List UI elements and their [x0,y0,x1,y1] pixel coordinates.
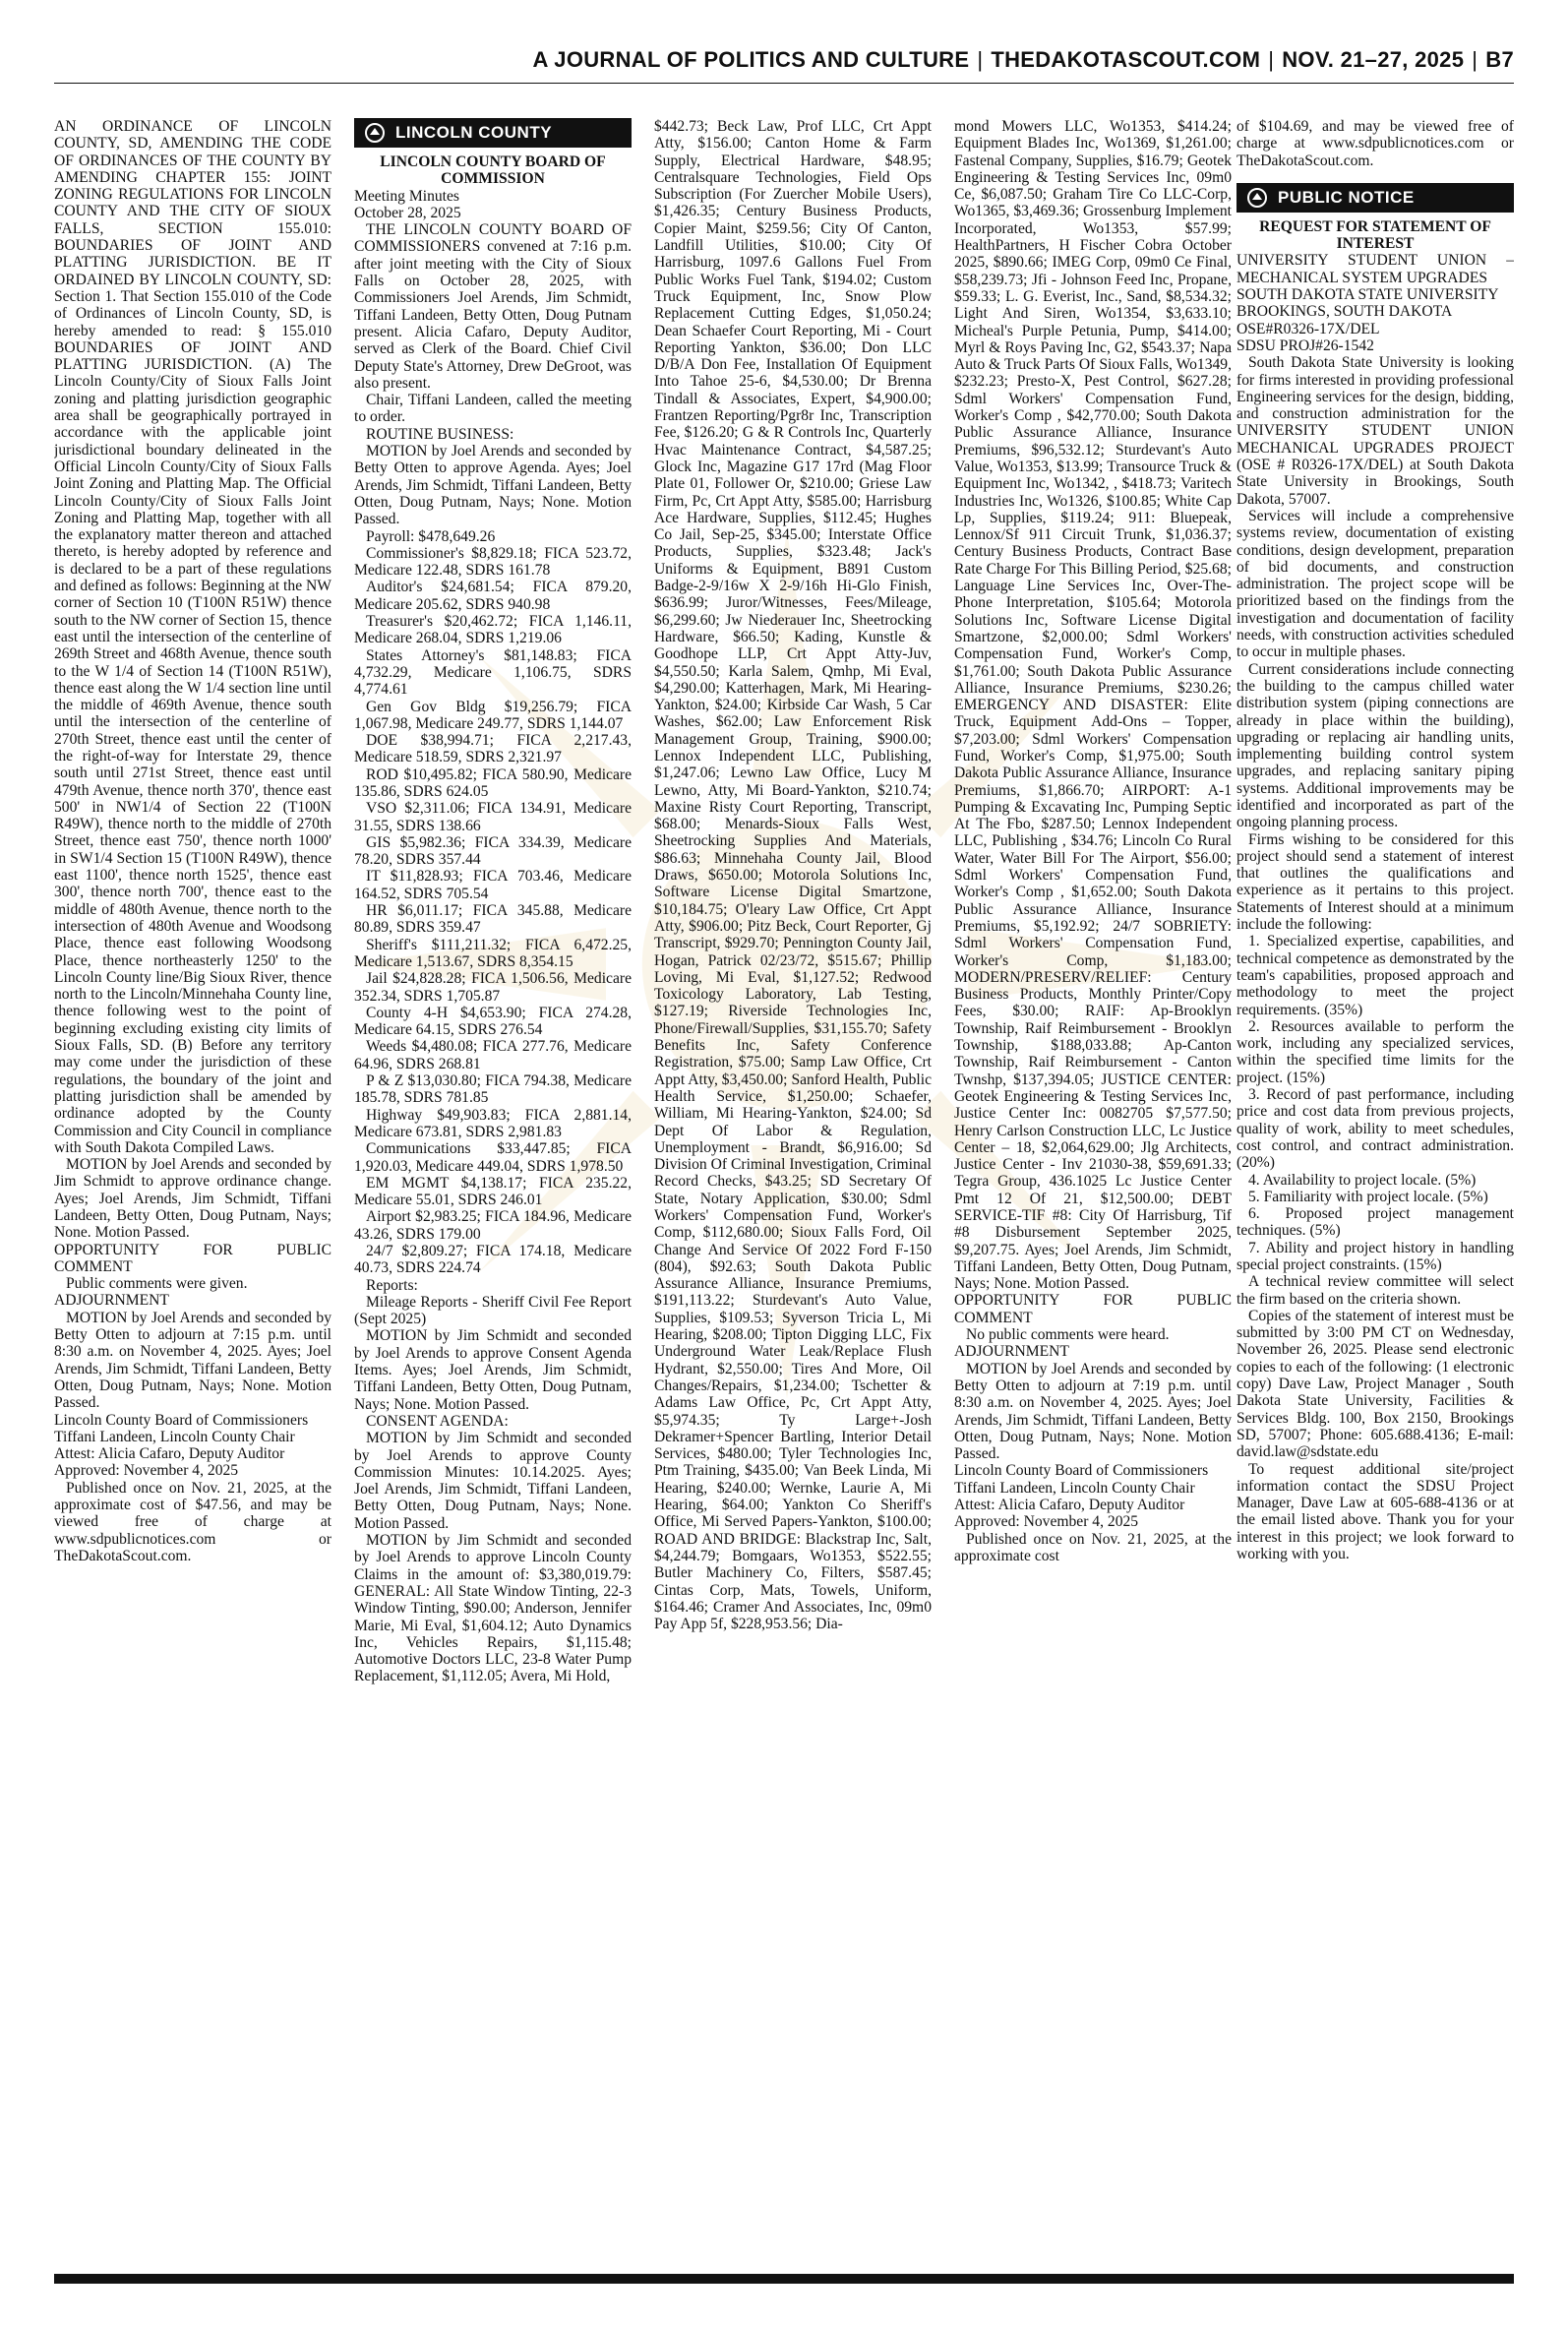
paragraph: States Attorney's $81,148.83; FICA 4,732.29, Medicare 1,106.75, SDRS 4,774.61 [354,646,632,699]
column-3 [654,118,932,1632]
paragraph: Chair, Tiffani Landeen, called the meeting to order. [354,392,632,426]
paragraph: Communications $33,447.85; FICA 1,920.03, Medicare 449.04, SDRS 1,978.50 [354,1140,632,1175]
public-comment-text: Public comments were given. [66,1275,248,1293]
paragraph: VSO $2,311.06; FICA 134.91, Medicare 31.55, SDRS 138.66 [354,800,632,834]
paragraph: 7. Ability and project history in handling special project constraints. (15%) [1236,1239,1514,1273]
publication-cost-note: Published once on Nov. 21, 2025, at the approximate cost [954,1530,1232,1564]
site-name[interactable]: THEDAKOTASCOUT.COM [991,47,1261,72]
paragraph: GIS $5,982.36; FICA 334.39, Medicare 78.20, SDRS 357.44 [354,833,632,869]
paragraph: To request additional site/project information contact the SDSU Project Manager, Dave Law at 605-688-4136 or at the email listed above. Thank you for your interest in this project; we look forward to working with you. [1236,1460,1514,1563]
paragraph: Reports: [366,1276,418,1294]
paragraph: MOTION by Jim Schmidt and seconded by Joel Arends to approve Lincoln County Claims in the amount of: $3,380,019.79: GENERAL: All State Window Tinting, 22-3 Window Tinting, $90.00; Anderson, Jennifer Marie, Mi Eval, $1,604.12; Auto Dynamics Inc, Vehicles Repairs, $1,115.48; Automotive Doctors LLC, 23-8 Water Pump Replacement, $1,112.05; Avera, Mi Hold, [354,1532,632,1685]
paragraph: Mileage Reports - Sheriff Civil Fee Report (Sept 2025) [354,1293,632,1328]
column-2 [354,118,632,1685]
publication-cost-note: Published once on Nov. 21, 2025, at the approximate cost of $47.56, and may be viewed free of charge at www.sdpublicnotices.com or TheDakotaScout.com. [54,1479,332,1564]
paragraph: Payroll: $478,649.26 [366,527,496,545]
paragraph: IT $11,828.93; FICA 703.46, Medicare 164.52, SDRS 705.54 [354,868,632,902]
claims-list: $442.73; Beck Law, Prof LLC, Crt Appt Atty, $156.00; Canton Home & Farm Supply, Electrical Hardware, $48.95; Centralsquare Technologies, Field Ops Subscription (For Zuercher Mobile Users), $1,426.35; Century Business Products, Copier Maint, $259.56; City Of Canton, Landfill Utilities, $10.00; City Of Harrisburg, 1097.6 Gallons Fuel From Public Works Fuel Tank, $194.02; Custom Truck Equipment, Inc, Snow Plow Replacement Cutting Edges, $1,050.24; Dean Schaefer Court Reporting, Mi - Court Reporting Yankton, $36.00; Don LLC D/B/A Don Fee, Installation Of Equipment Into Tahoe 25-6, $4,530.00; Dr Brenna Tindall & Associates, Expert, $4,900.00; Frantzen Reporting/Pgr8r Inc, Transcription Fee, $126.20; G & R Controls Inc, Quarterly Hvac Maintenance Contract, $4,587.25; Glock Inc, Magazine G17 17rd (Mag Floor Plate 01, Follower Or, $210.00; Griese Law Firm, Pc, Crt Appt Atty, $585.00; Harrisburg Ace Hardware, Supplies, $112.45; Hughes Co Jail, Sep-25, $345.00; Interstate Office Products, Supplies, $323.48; Jack's Uniforms & Equipment, B891 Custom Badge-2-9/16w X 2-9/16h Hi-Glo Finish, $636.99; Juror/Witnesses, Fees/Mileage, $6,299.60; Jw Niederauer Inc, Sheetrocking Hardware, $66.50; Kading, Kunstle & Goodhope LLP, Crt Appt Atty-Juv, $4,550.50; Karla Salem, Qmhp, Mi Eval, $4,290.00; Katterhagen, Mark, Mi Hearing-Yankton, $24.00; Kirbside Car Wash, 5 Car Washes, $62.00; Law Enforcement Risk Management Group, Training, $900.00; Lennox Independent LLC, Publishing, $1,247.06; Lewno Law Office, Lucy M Lewno, Atty, Mi Board-Yankton, $210.74; Maxine Risty Court Reporting, Transcript, $68.00; Menards-Sioux Falls West, Sheetrocking Supplies And Materials, $86.63; Minnehaha County Jail, Blood Draws, $650.00; Motorola Solutions Inc, Software License Digital Smartzone, $10,184.75; O'leary Law Office, Crt Appt Atty, $906.00; Pitz Beck, Court Reporter, Gj Transcript, $929.70; Pennington County Jail, Hogan, Patrick 02/23/72, $515.67; Phillip Loving, Mi Eval, $1,127.52; Redwood Toxicology Laboratory, Lab Testing, $127.19; Riverside Technologies Inc, Phone/Firewall/Supplies, $31,155.70; Safety Benefits Inc, Safety Conference Registration, $75.00; Samp Law Office, Crt Appt Atty, $3,450.00; Sanford Health, Public Health Service, $1,250.00; Schaefer, William, Mi Hearing-Yankton, $24.00; Sd Dept Of Labor & Regulation, Unemployment - Brandt, $6,916.00; Sd Division Of Criminal Investigation, Criminal Record Checks, $43.25; SD Secretary Of State, Notary Application, $30.00; Sdml Workers' Compensation Fund, Worker's Comp, $112,680.00; Sioux Falls Ford, Oil Change And Service Of 2022 Ford F-150 (804), $92.63; South Dakota Public Assurance Alliance, Insurance Premiums, $191,113.22; Sturdevant's Auto Value, Supplies, $109.53; Syverson Tricia L, Mi Hearing, $208.00; Tipton Digging LLC, Fix Underground Water Leak/Replace Flush Hydrant, $2,550.00; Tires And More, Oil Changes/Repairs, $1,234.00; Tschetter & Adams Law Office, Pc, Crt Appt Atty, $5,974.35; Ty Large+-Josh Dekramer+Spencer Bartling, Interior Detail Services, $480.00; Tyler Technologies Inc, Ptm Training, $435.00; Van Beek Linda, Mi Hearing, $240.00; Wernke, Laurie A, Mi Hearing, $64.00; Yankton Co Sheriff's Office, Mi Served Papers-Yankton, $100.00; ROAD AND BRIDGE: Blackstrap Inc, Salt, $4,244.79; Bomgaars, Wo1353, $522.55; Butler Machinery Co, Filters, $587.45; Cintas Corp, Mats, Towels, Uniform, $164.46; Cramer And Associates, Inc, 09m0 Pay App 5f, $228,953.56; Dia- [654,118,932,1633]
paragraph: Services will include a comprehensive systems review, documentation of existing conditions, design development, preparation of bid documents, and construction administration. The project scope will be prioritized based on the findings from the investigation and documentation of facility needs, with construction activities scheduled to occur in multiple phases. [1236,507,1514,661]
scout-logo-icon [1244,187,1270,209]
paragraph: Weeds $4,480.08; FICA 277.76, Medicare 64.96, SDRS 268.81 [354,1038,632,1072]
ordinance-text: AN ORDINANCE OF LINCOLN COUNTY, SD, AMENDING THE CODE OF ORDINANCES OF THE COUNTY BY AMENDING CHAPTER 155: JOINT ZONING REGULATIONS FOR LINCOLN COUNTY AND THE CITY OF SIOUX FALLS, SECTION 155.010: BOUNDARIES OF JOINT AND PLATTING JURISDICTION. BE IT ORDAINED BY LINCOLN COUNTY, SD: Section 1. That Section 155.010 of the Code of Ordinances of Lincoln County, SD, is hereby amended to read: § 155.010 BOUNDARIES OF JOINT AND PLATTING JURISDICTION. (A) The Lincoln County/City of Sioux Falls Joint zoning and platting jurisdiction geographic area shall be geographically portrayed in accordance with the applicable joint jurisdictional boundary delineated in the Official Lincoln County/City of Sioux Falls Joint Zoning and Platting Map. The Official Lincoln County/City of Sioux Falls Joint Zoning and Platting Map, together with all the explanatory matter thereon and attached thereto, is hereby adopted by reference and is declared to be a part of these regulations and defined as follows: Beginning at the NW corner of Section 10 (T100N R51W) thence south to the NW corner of Section 15, thence east until the intersection of the centerline of 269th Street and 468th Avenue, thence south to the W 1/4 of Section 14 (T100N R51W), thence east along the W 1/4 section line until the middle of 469th Avenue, thence south until the intersection of the centerline of 270th Street, thence east until the center of the right-of-way for Interstate 29, thence south until 271st Street, thence east until 479th Avenue, thence north 370', thence east 500' in NW1/4 of Section 22 (T100N R49W), thence north to the middle of 270th Street, thence east 750', thence north 1000' in SW1/4 Section 15 (T100N R49W), thence east 1100', thence north 1525', thence east 300', thence north 700', thence east to the middle of 480th Avenue, thence north to the intersection of 480th Avenue and Woodsong Place, thence east following Woodsong Place, thence northeasterly 1250' to the Lincoln County line/Big Sioux River, thence north to the Lincoln/Minnehaha County line, thence following west to the point of beginning excluding existing city limits of Sioux Falls, SD. (B) Before any territory may come under the jurisdiction of these regulations, the boundary of the joint and platting jurisdiction shall be amended by ordinance adopted by the County Commission and City Council in compliance with South Dakota Compiled Laws. [54,118,332,1156]
public-comment-heading: OPPORTUNITY FOR PUBLIC COMMENT [954,1292,1232,1326]
rfs-body [1236,252,1514,1562]
paragraph: Treasurer's $20,462.72; FICA 1,146.11, Medicare 268.04, SDRS 1,219.06 [354,613,632,647]
paragraph: A technical review committee will select the firm based on the criteria shown. [1236,1273,1514,1308]
chair-signature: Tiffani Landeen, Lincoln County Chair [54,1428,295,1445]
paragraph: Gen Gov Bldg $19,256.79; FICA 1,067.98, Medicare 249.77, SDRS 1,144.07 [354,698,632,732]
attest-line: Attest: Alicia Cafaro, Deputy Auditor [54,1445,285,1463]
paragraph: BROOKINGS, SOUTH DAKOTA [1236,303,1453,321]
paragraph: Jail $24,828.28; FICA 1,506.56, Medicare 352.34, SDRS 1,705.87 [354,970,632,1005]
adjournment-heading: ADJOURNMENT [954,1343,1069,1361]
paragraph: P & Z $13,030.80; FICA 794.38, Medicare 185.78, SDRS 781.85 [354,1072,632,1107]
paragraph: 1. Specialized expertise, capabilities, and technical competence as demonstrated by the team's capabilities, proposed approach and methodology to meet the project requirements. (35%) [1236,933,1514,1018]
paragraph: Commissioner's $8,829.18; FICA 523.72, Medicare 122.48, SDRS 161.78 [354,544,632,580]
paragraph: SOUTH DAKOTA STATE UNIVERSITY [1236,286,1499,304]
paragraph: 4. Availability to project locale. (5%) [1248,1171,1477,1189]
column-1 [54,118,332,1564]
paragraph: 3. Record of past performance, including price and cost data from previous projects, quality of work, ability to meet schedules, cost control, and contract administration. (20%) [1236,1086,1514,1172]
public-comment-heading: OPPORTUNITY FOR PUBLIC COMMENT [54,1241,332,1275]
section-banner-label: LINCOLN COUNTY [395,123,553,143]
chair-signature: Tiffani Landeen, Lincoln County Chair [954,1479,1195,1497]
paragraph: ROUTINE BUSINESS: [366,425,514,443]
minutes-body [354,188,632,1685]
board-name: Lincoln County Board of Commissioners [54,1411,309,1429]
publication-cost-note-continued: of $104.69, and may be viewed free of charge at www.sdpublicnotices.com or TheDakotaScout.com. [1236,118,1514,169]
scout-logo-icon [362,122,388,144]
paragraph: OSE#R0326-17X/DEL [1236,320,1380,337]
footer-rule [54,2274,1514,2284]
notice-title: LINCOLN COUNTY BOARD OF COMMISSION [380,153,606,188]
adjournment-heading: ADJOURNMENT [54,1292,169,1310]
paragraph: CONSENT AGENDA: [366,1412,509,1430]
public-comment-text: No public comments were heard. [966,1326,1170,1344]
column-5 [1236,118,1514,1562]
paragraph: EM MGMT $4,138.17; FICA 235.22, Medicare 55.01, SDRS 246.01 [354,1174,632,1209]
header-rule [54,83,1514,84]
issue-date: NOV. 21–27, 2025 [1282,47,1465,72]
attest-line: Attest: Alicia Cafaro, Deputy Auditor [954,1497,1185,1514]
notice-title: REQUEST FOR STATEMENT OF INTEREST [1259,217,1491,253]
paragraph: HR $6,011.17; FICA 345.88, Medicare 80.89, SDRS 359.47 [354,902,632,937]
ordinance-motion: MOTION by Joel Arends and seconded by Jim Schmidt to approve ordinance change. Ayes; Joel Arends, Jim Schmidt, Tiffani Landeen, Betty Otten, Doug Putnam, Nays; None. Motion Passed. [54,1156,332,1242]
paragraph: MOTION by Jim Schmidt and seconded by Joel Arends to approve Consent Agenda Items. Ayes; Joel Arends, Jim Schmidt, Tiffani Landeen, Betty Otten, Doug Putnam, Nays; None. Motion Passed. [354,1327,632,1413]
column-4 [954,118,1232,1564]
paragraph: SDSU PROJ#26-1542 [1236,337,1374,354]
paragraph: Copies of the statement of interest must be submitted by 3:00 PM CT on Wednesday, November 26, 2025. Please send electronic copies to each of the following: (1 electronic copy) Dave Law, Project Manager , South Dakota State University, Facilities & Services Bldg. 100, Box 2150, Brookings SD, 57007; Phone: 605.688.4136; E-mail: david.law@sdstate.edu [1236,1307,1514,1461]
paragraph: Airport $2,983.25; FICA 184.96, Medicare 43.26, SDRS 179.00 [354,1208,632,1243]
paragraph: UNIVERSITY STUDENT UNION – MECHANICAL SYSTEM UPGRADES [1236,252,1514,286]
paragraph: South Dakota State University is looking for firms interested in providing professional Engineering services for the design, bidding, and construction administration for the UNIVERSITY STUDENT UNION MECHANICAL UPGRADES PROJECT (OSE # R0326-17X/DEL) at South Dakota State University in Brookings, South Dakota, 57007. [1236,354,1514,508]
header-text: A JOURNAL OF POLITICS AND CULTURE | THEDAKOTASCOUT.COM | NOV. 21–27, 2025 | B7 [532,47,1514,72]
paragraph: Auditor's $24,681.54; FICA 879.20, Medicare 205.62, SDRS 940.98 [354,579,632,613]
section-banner [1236,183,1514,213]
page-number: B7 [1485,47,1514,72]
paragraph: Highway $49,903.83; FICA 2,881.14, Medicare 673.81, SDRS 2,981.83 [354,1106,632,1140]
approved-line: Approved: November 4, 2025 [54,1462,239,1480]
paragraph: THE LINCOLN COUNTY BOARD OF COMMISSIONERS convened at 7:16 p.m. after joint meeting with the City of Sioux Falls on October 28, 2025, with Commissioners Joel Arends, Jim Schmidt, Tiffani Landeen, Betty Otten, Doug Putnam present. Alicia Cafaro, Deputy Auditor, served as Clerk of the Board. Chief Civil Deputy State's Attorney, Drew DeGroot, was also present. [354,221,632,392]
paragraph: MOTION by Jim Schmidt and seconded by Joel Arends to approve County Commission Minutes: 10.14.2025. Ayes; Joel Arends, Jim Schmidt, Tiffani Landeen, Betty Otten, Doug Putnam, Nays; None. Motion Passed. [354,1430,632,1532]
approved-line: Approved: November 4, 2025 [954,1513,1139,1531]
paragraph: Firms wishing to be considered for this project should send a statement of interest that outlines the qualifications and experience as it pertains to this project. Statements of Interest should at a minimum include the following: [1236,830,1514,934]
paragraph: ROD $10,495.82; FICA 580.90, Medicare 135.86, SDRS 624.05 [354,765,632,800]
section-banner-label: PUBLIC NOTICE [1278,188,1415,208]
section-banner [354,118,632,148]
paragraph: 24/7 $2,809.27; FICA 174.18, Medicare 40.73, SDRS 224.74 [354,1243,632,1277]
paragraph: 5. Familiarity with project locale. (5%) [1248,1188,1488,1205]
paragraph: County 4-H $4,653.90; FICA 274.28, Medicare 64.15, SDRS 276.54 [354,1004,632,1039]
paragraph: 2. Resources available to perform the work, including any specialized services, within the specified time limits for the project. (15%) [1236,1017,1514,1086]
adjournment-motion: MOTION by Joel Arends and seconded by Betty Otten to adjourn at 7:19 p.m. until 8:30 a.m. on November 4, 2025. Ayes; Joel Arends, Jim Schmidt, Tiffani Landeen, Betty Otten, Doug Putnam, Nays; None. Motion Passed. [954,1360,1232,1463]
claims-list-continued: mond Mowers LLC, Wo1353, $414.24; Equipment Blades Inc, Wo1369, $1,261.00; Fastenal Company, Supplies, $16.79; Geotek Engineering & Testing Services Inc, 09m0 Ce, $6,087.50; Graham Tire Co LLC-Corp, Wo1365, $3,469.36; Grossenburg Implement Incorporated, Wo1353, $57.99; HealthPartners, H Fischer Cobra October 2025, $890.66; IMEG Corp, 09m0 Ce Final, $58,239.73; Jfi - Johnson Feed Inc, Propane, $59.33; L. G. Everist, Inc., Sand, $8,534.32; Light And Siren, Wo1354, $3,633.10; Micheal's Purple Petunia, Pump, $414.00; Myrl & Roys Paving Inc, G2, $543.37; Napa Auto & Truck Parts Of Sioux Falls, Wo1349, $232.23; Presto-X, Pest Control, $627.28; Sdml Workers' Compensation Fund, Worker's Comp , $42,770.00; South Dakota Public Assurance Alliance, Insurance Premiums, $96,532.12; Sturdevant's Auto Value, Wo1353, $13.99; Transource Truck & Equipment Inc, Wo1342, , $418.73; Varitech Industries Inc, Wo1326, $100.85; White Cap Lp, Supplies, $119.24; 911: Bluepeak, Lennox/Sf 911 Circuit Trunk, $1,036.37; Century Business Products, Contract Base Rate Charge For This Billing Period, $25.68; Language Line Services Inc, Over-The-Phone Interpretation, $105.64; Motorola Solutions Inc, Software License Digital Smartzone, $2,000.00; Sdml Workers' Compensation Fund, Worker's Comp, $1,761.00; South Dakota Public Assurance Alliance, Insurance Premiums, $230.26; EMERGENCY AND DISASTER: Elite Truck, Equipment Add-Ons – Topper, $7,203.00; Sdml Workers' Compensation Fund, Worker's Comp, $1,975.00; South Dakota Public Assurance Alliance, Insurance Premiums, $1,866.70; AIRPORT: A-1 Pumping & Excavating Inc, Pumping Septic At The Fbo, $287.50; Lennox Independent LLC, Publishing , $34.76; Lincoln Co Rural Water, Water Bill For The Airport, $56.00; Sdml Workers' Compensation Fund, Worker's Comp , $1,652.00; South Dakota Public Assurance Alliance, Insurance Premiums, $5,192.92; 24/7 SOBRIETY: Sdml Workers' Compensation Fund, Worker's Comp, $1,183.00; MODERN/PRESERV/RELIEF: Century Business Products, Monthly Printer/Copy Fees, $30.00; RAIF: Ap-Brooklyn Township, Raif Reimbursement - Brooklyn Township, $188,033.88; Ap-Canton Township, Raif Reimbursement - Canton Twnshp, $137,394.05; JUSTICE CENTER: Geotek Engineering & Testing Services Inc, Justice Center Inc: 0082705 $7,577.50; Henry Carlson Construction LLC, Lc Justice Center – 18, $2,064,629.00; Jlg Architects, Justice Center - Inv 21030-38, $59,691.33; Tegra Group, 436.1025 Lc Justice Center Pmt 12 Of 21, $12,500.00; DEBT SERVICE-TIF #8: City Of Harrisburg, Tif #8 Disbursement September 2025, $9,207.75. Ayes; Joel Arends, Jim Schmidt, Tiffani Landeen, Betty Otten, Doug Putnam, Nays; None. Motion Passed. [954,118,1232,1293]
publication-tagline: A JOURNAL OF POLITICS AND CULTURE [532,47,970,72]
paragraph: MOTION by Joel Arends and seconded by Betty Otten to approve Agenda. Ayes; Joel Arends, Jim Schmidt, Tiffani Landeen, Betty Otten, Doug Putnam, Nays; None. Motion Passed. [354,443,632,528]
paragraph: Current considerations include connecting the building to the campus chilled water distribution system (piping connections are already in place within the building), upgrading or replacing air handling units, implementing building control system upgrades, and replacing sanitary piping systems. Additional improvements may be identified and incorporated as part of the ongoing planning process. [1236,660,1514,831]
paragraph: Sheriff's $111,211.32; FICA 6,472.25, Medicare 1,513.67, SDRS 8,354.15 [354,936,632,970]
adjournment-motion: MOTION by Joel Arends and seconded by Betty Otten to adjourn at 7:15 p.m. until 8:30 a.m. on November 4, 2025. Ayes; Joel Arends, Jim Schmidt, Tiffani Landeen, Betty Otten, Doug Putnam, Nays; None. Motion Passed. [54,1309,332,1412]
paragraph: 6. Proposed project management techniques. (5%) [1236,1205,1514,1240]
paragraph: October 28, 2025 [354,204,461,221]
paragraph: Meeting Minutes [354,187,459,205]
paragraph: DOE $38,994.71; FICA 2,217.43, Medicare 518.59, SDRS 2,321.97 [354,732,632,766]
page-header [54,47,1514,81]
board-name: Lincoln County Board of Commissioners [954,1462,1209,1480]
